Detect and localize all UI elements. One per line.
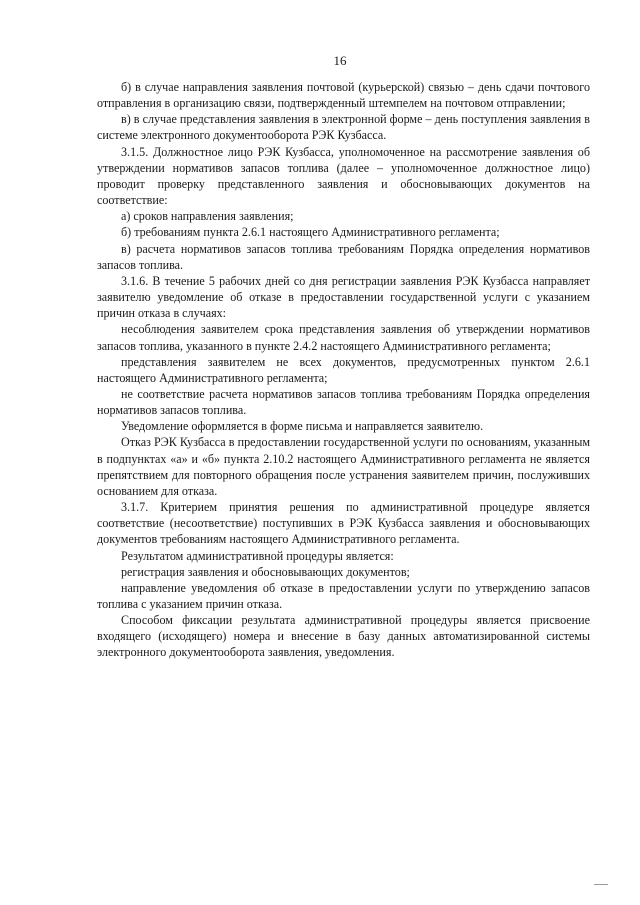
paragraph-3-1-7: 3.1.7. Критерием принятия решения по административной процедуре является соответствие (несоответствие) поступивших в РЭК Кузбасса заявления и обосновывающих документов требованиям настоящего Административного регламента. (97, 500, 590, 547)
page-number: 16 (333, 53, 347, 68)
paragraph-refusal-reason-2: представления заявителем не всех документов, предусмотренных пунктом 2.6.1 настоящего Административного регламента; (97, 354, 590, 385)
paragraph-result-registration: регистрация заявления и обосновывающих документов; (121, 564, 410, 579)
paragraph-check-b: б) требованиям пункта 2.6.1 настоящего Административного регламента; (121, 225, 500, 240)
paragraph-electronic-date: в) в случае представления заявления в электронной форме – день поступления заявления в системе электронного документооборота РЭК Кузбасса. (97, 112, 590, 143)
paragraph-3-1-5: 3.1.5. Должностное лицо РЭК Кузбасса, уполномоченное на рассмотрение заявления об утверждении нормативов запасов топлива (далее – уполномоченное должностное лицо) проводит проверку представленного заявления и обосновывающих документов на соответствие: (97, 144, 590, 208)
paragraph-check-a: а) сроков направления заявления; (121, 209, 294, 224)
paragraph-fixation-method: Способом фиксации результата административной процедуры является присвоение входящего (исходящего) номера и внесение в базу данных автоматизированной системы электронного документооборота заявления, уведомления. (97, 613, 590, 660)
scan-mark (594, 884, 608, 885)
paragraph-notice-form: Уведомление оформляется в форме письма и направляется заявителю. (121, 419, 484, 434)
paragraph-postal-date: б) в случае направления заявления почтовой (курьерской) связью – день сдачи почтового отправления в организацию связи, подтвержденный штемпелем на почтовом отправлении; (97, 80, 590, 111)
paragraph-refusal-reason-1: несоблюдения заявителем срока представления заявления об утверждении нормативов запасов топлива, указанного в пункте 2.4.2 настоящего Административного регламента; (97, 322, 590, 353)
document-body (97, 79, 590, 661)
paragraph-refusal-reason-3: не соответствие расчета нормативов запасов топлива требованиям Порядка определения нормативов запасов топлива. (97, 386, 590, 418)
paragraph-check-c: в) расчета нормативов запасов топлива требованиям Порядка определения нормативов запасов топлива. (97, 241, 590, 272)
paragraph-refusal-no-obstacle: Отказ РЭК Кузбасса в предоставлении государственной услуги по основаниям, указанным в подпунктах «а» и «б» пункта 2.10.2 настоящего Административного регламента не является препятствием для повторного обращения после устранения заявителем причин, послуживших основанием для отказа. (97, 435, 590, 498)
paragraph-result-heading: Результатом административной процедуры является: (121, 548, 394, 563)
paragraph-3-1-6: 3.1.6. В течение 5 рабочих дней со дня регистрации заявления РЭК Кузбасса направляет заявителю уведомление об отказе в предоставлении государственной услуги с указанием причин отказа в случаях: (97, 273, 590, 321)
paragraph-result-notice: направление уведомления об отказе в предоставлении услуги по утверждению запасов топлива с указанием причин отказа. (97, 580, 590, 611)
